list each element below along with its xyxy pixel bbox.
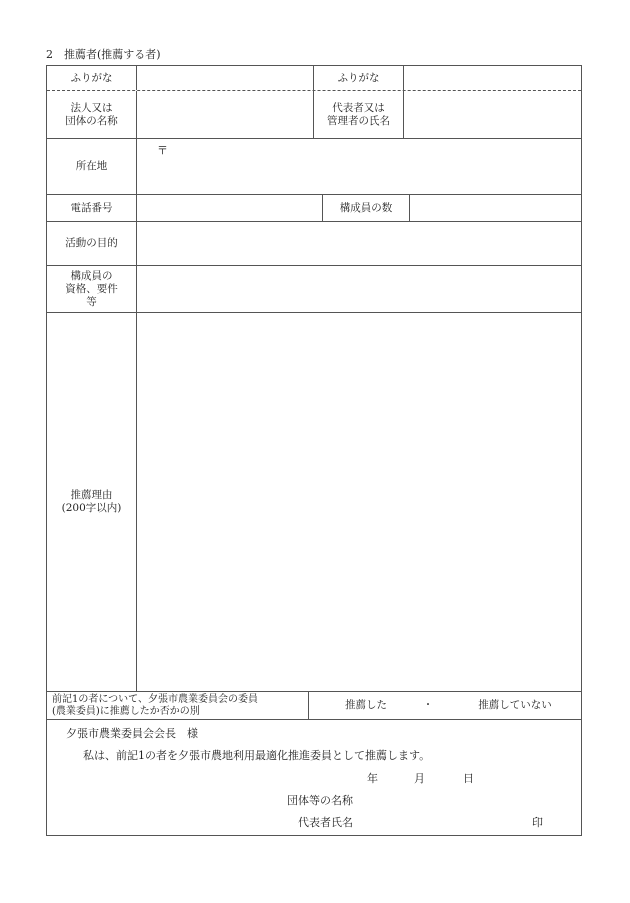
address-label: 所在地 bbox=[47, 139, 137, 194]
rep-name-label: 代表者又は 管理者の氏名 bbox=[314, 91, 404, 138]
furigana-label-right: ふりがな bbox=[314, 66, 404, 90]
purpose-row bbox=[47, 222, 581, 266]
option-recommended[interactable]: 推薦した bbox=[345, 699, 387, 711]
furigana-row bbox=[47, 66, 581, 91]
furigana-org-field[interactable] bbox=[137, 66, 314, 90]
seal-mark: 印 bbox=[532, 816, 543, 829]
date-month: 月 bbox=[414, 772, 425, 785]
member-count-field[interactable] bbox=[410, 195, 581, 221]
address-field[interactable] bbox=[137, 139, 581, 194]
org-name-label: 法人又は 団体の名称 bbox=[47, 91, 137, 138]
qualification-field[interactable] bbox=[137, 266, 581, 312]
phone-label: 電話番号 bbox=[47, 195, 137, 221]
org-name-field[interactable] bbox=[137, 91, 314, 138]
org-name-signature-label: 団体等の名称 bbox=[287, 794, 353, 807]
furigana-label-left: ふりがな bbox=[47, 66, 137, 90]
reason-field[interactable] bbox=[137, 313, 581, 691]
section-title: 2 推薦者(推薦する者) bbox=[46, 48, 161, 61]
prior-recommendation-question: 前記1の者について、夕張市農業委員会の委員 (農業委員)に推薦したか否かの別 bbox=[47, 692, 309, 719]
member-count-label: 構成員の数 bbox=[323, 195, 410, 221]
reason-row bbox=[47, 313, 581, 692]
phone-field[interactable] bbox=[137, 195, 323, 221]
address-row bbox=[47, 139, 581, 195]
qualification-label: 構成員の 資格、要件 等 bbox=[47, 266, 137, 312]
org-name-row bbox=[47, 91, 581, 139]
purpose-label: 活動の目的 bbox=[47, 222, 137, 265]
qualification-row bbox=[47, 266, 581, 313]
rep-name-field[interactable] bbox=[404, 91, 581, 138]
postal-mark: 〒 bbox=[157, 144, 168, 157]
option-not-recommended[interactable]: 推薦していない bbox=[478, 699, 552, 711]
date-day: 日 bbox=[463, 772, 474, 785]
prior-recommendation-row bbox=[47, 692, 581, 720]
furigana-rep-field[interactable] bbox=[404, 66, 581, 90]
purpose-field[interactable] bbox=[137, 222, 581, 265]
reason-label: 推薦理由 (200字以内) bbox=[47, 313, 137, 691]
option-separator: ・ bbox=[422, 699, 434, 711]
phone-row bbox=[47, 195, 581, 222]
rep-name-signature-label: 代表者氏名 bbox=[298, 816, 353, 829]
addressee: 夕張市農業委員会会長 様 bbox=[66, 727, 198, 740]
date-year: 年 bbox=[367, 772, 378, 785]
recommender-form bbox=[46, 65, 582, 836]
declaration-statement: 私は、前記1の者を夕張市農地利用最適化推進委員として推薦します。 bbox=[83, 749, 431, 762]
